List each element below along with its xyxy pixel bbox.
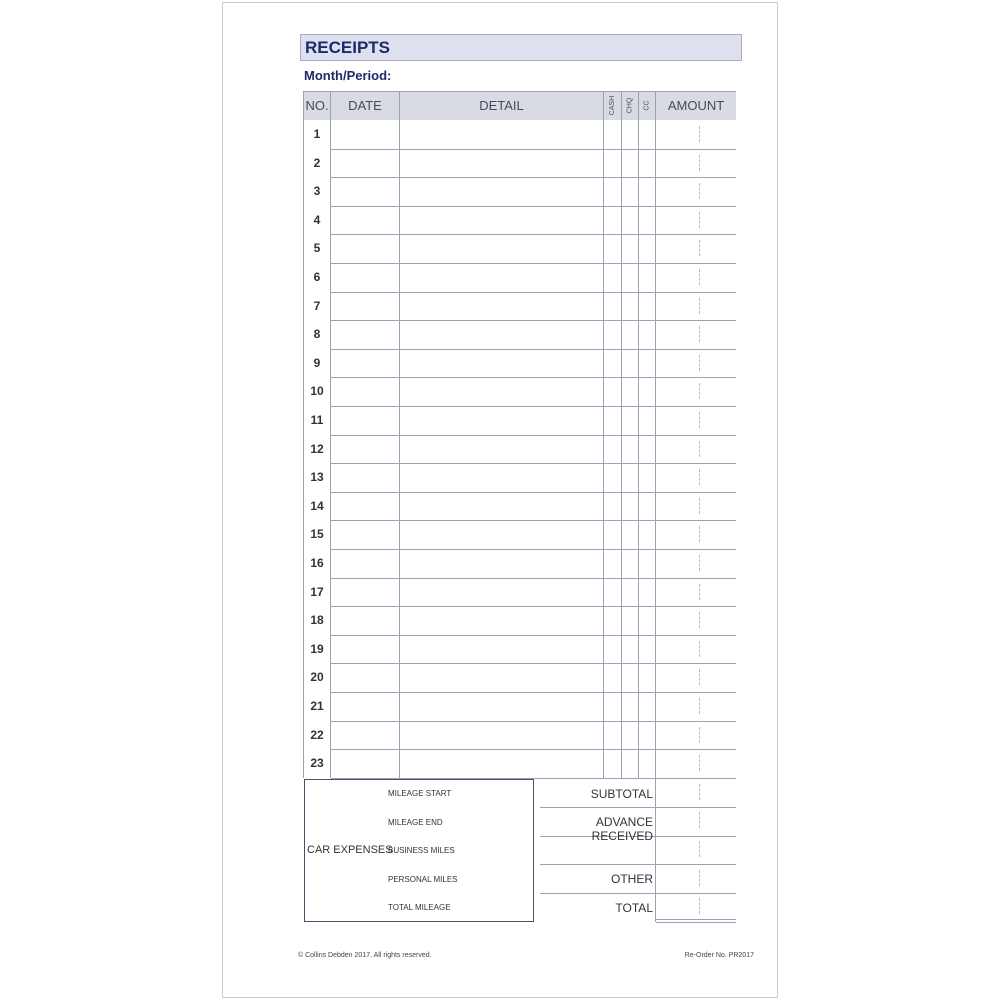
- cents-divider: [699, 812, 700, 828]
- cents-divider: [699, 727, 700, 743]
- column-divider: [655, 91, 656, 778]
- page-title: RECEIPTS: [305, 38, 391, 57]
- cents-divider: [699, 898, 700, 914]
- column-divider: [330, 91, 331, 778]
- row-number: 14: [310, 499, 324, 513]
- summary-row-divider: [540, 864, 736, 865]
- column-header-date: DATE: [331, 91, 399, 120]
- row-divider: [331, 463, 736, 464]
- car-expense-item: MILEAGE START: [388, 789, 452, 798]
- row-divider: [331, 406, 736, 407]
- total-double-line: [656, 922, 736, 923]
- row-number: 4: [313, 213, 321, 227]
- cents-divider: [699, 269, 700, 285]
- cents-divider: [699, 841, 700, 857]
- cents-divider: [699, 355, 700, 371]
- row-divider: [331, 435, 736, 436]
- title-bar: [300, 34, 742, 61]
- row-number: 17: [310, 585, 324, 599]
- column-header-chq: CHQ: [622, 91, 638, 120]
- row-divider: [331, 492, 736, 493]
- subtotal-label: SUBTOTAL: [590, 787, 653, 801]
- row-number: 11: [310, 413, 324, 427]
- row-number: 23: [310, 756, 324, 770]
- copyright-text: © Collins Debden 2017. All rights reserved.: [298, 952, 432, 959]
- row-divider: [331, 292, 736, 293]
- row-number: 18: [310, 613, 324, 627]
- row-number: 10: [310, 384, 324, 398]
- row-number: 2: [313, 156, 321, 170]
- row-number: 9: [313, 356, 321, 370]
- month-period-label: Month/Period:: [304, 68, 392, 83]
- car-expense-item: MILEAGE END: [388, 817, 443, 827]
- table-top-border: [304, 91, 736, 92]
- cents-divider: [699, 584, 700, 600]
- column-divider: [603, 91, 604, 778]
- summary-row-divider: [540, 807, 736, 808]
- row-divider: [331, 549, 736, 550]
- cents-divider: [699, 469, 700, 485]
- cents-divider: [699, 326, 700, 342]
- summary-row-divider: [540, 893, 736, 894]
- row-number: 6: [313, 270, 321, 284]
- row-divider: [331, 606, 736, 607]
- column-divider: [638, 91, 639, 778]
- cents-divider: [699, 441, 700, 457]
- column-divider: [621, 91, 622, 778]
- row-divider: [331, 692, 736, 693]
- row-divider: [331, 520, 736, 521]
- other-label: OTHER: [611, 872, 653, 886]
- row-divider: [331, 177, 736, 178]
- summary-divider: [655, 778, 656, 922]
- cents-divider: [699, 698, 700, 714]
- cents-divider: [699, 498, 700, 514]
- row-divider: [331, 349, 736, 350]
- cents-divider: [699, 641, 700, 657]
- row-number: 12: [310, 442, 324, 456]
- column-divider: [399, 91, 400, 778]
- reorder-number: Re-Order No. PR2017: [684, 952, 754, 959]
- row-number: 13: [310, 470, 324, 484]
- cents-divider: [699, 383, 700, 399]
- row-divider: [331, 663, 736, 664]
- car-expense-item: TOTAL MILEAGE: [388, 903, 451, 912]
- column-header-no: NO.: [304, 91, 330, 120]
- cents-divider: [699, 183, 700, 199]
- row-number: 16: [310, 556, 324, 570]
- cents-divider: [699, 555, 700, 571]
- row-divider: [331, 578, 736, 579]
- row-number: 7: [313, 299, 321, 313]
- row-number: 22: [310, 728, 324, 742]
- column-header-cc: CC: [639, 91, 655, 120]
- row-divider: [331, 263, 736, 264]
- row-divider: [331, 749, 736, 750]
- cents-divider: [699, 298, 700, 314]
- cents-divider: [699, 240, 700, 256]
- cents-divider: [699, 212, 700, 228]
- cents-divider: [699, 755, 700, 771]
- row-divider: [331, 234, 736, 235]
- car-expenses-label: CAR EXPENSES: [307, 844, 393, 856]
- row-number: 5: [313, 241, 321, 255]
- row-number: 15: [310, 527, 324, 541]
- cents-divider: [699, 612, 700, 628]
- car-expense-item: BUSINESS MILES: [388, 846, 455, 855]
- row-number: 20: [310, 670, 324, 684]
- row-divider: [331, 377, 736, 378]
- row-number: 19: [310, 642, 324, 656]
- cents-divider: [699, 412, 700, 428]
- row-divider: [331, 721, 736, 722]
- car-expense-item: PERSONAL MILES: [388, 874, 458, 884]
- column-header-amount: AMOUNT: [656, 91, 736, 120]
- column-header-detail: DETAIL: [400, 91, 603, 120]
- row-divider: [331, 635, 736, 636]
- row-number: 21: [310, 699, 324, 713]
- advance-received-label: ADVANCE RECEIVED: [591, 815, 653, 843]
- row-number: 8: [313, 327, 321, 341]
- cents-divider: [699, 669, 700, 685]
- total-double-line: [656, 919, 736, 920]
- cents-divider: [699, 526, 700, 542]
- row-number: 1: [313, 127, 321, 141]
- cents-divider: [699, 870, 700, 886]
- row-divider: [331, 206, 736, 207]
- cents-divider: [699, 155, 700, 171]
- row-number: 3: [313, 184, 321, 198]
- cents-divider: [699, 784, 700, 800]
- row-divider: [331, 149, 736, 150]
- row-divider: [331, 320, 736, 321]
- column-header-cash: CASH: [604, 91, 621, 120]
- total-label: TOTAL: [615, 901, 653, 915]
- cents-divider: [699, 126, 700, 142]
